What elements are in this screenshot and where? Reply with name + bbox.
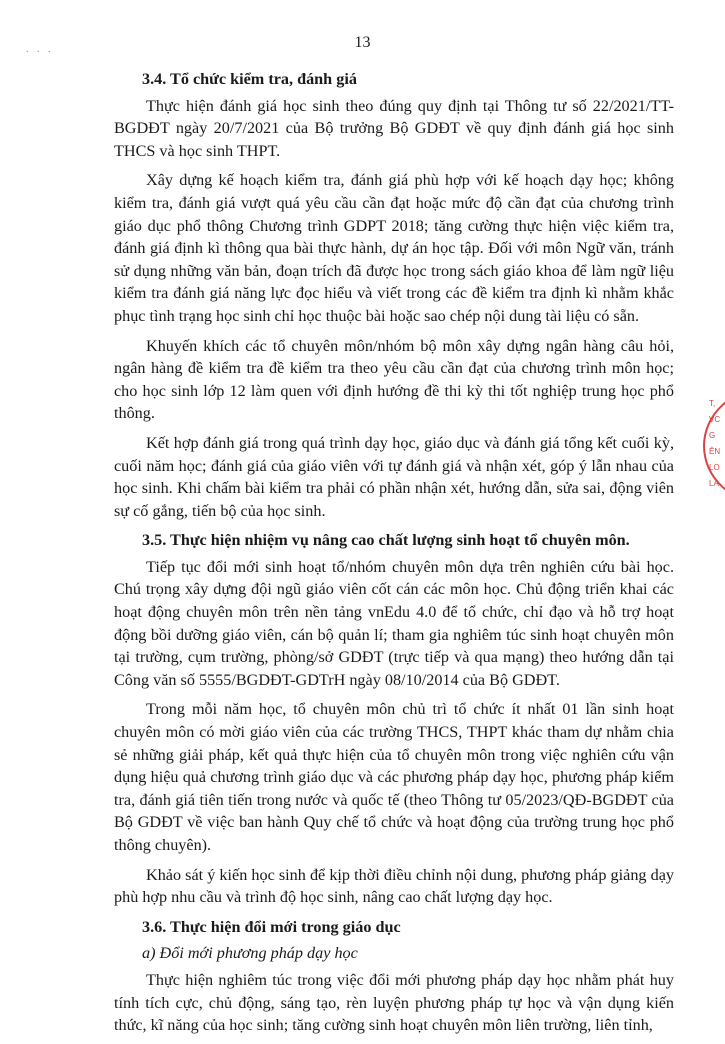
section-3-4 bbox=[114, 68, 674, 522]
section-heading: 3.5. Thực hiện nhiệm vụ nâng cao chất lượng sinh hoạt tổ chuyên môn. bbox=[142, 531, 630, 550]
corner-mark: . . . bbox=[26, 44, 54, 55]
paragraph: Tiếp tục đổi mới sinh hoạt tổ/nhóm chuyên môn dựa trên nghiên cứu bài học. Chú trọng xây dựng đội ngũ giáo viên cốt cán các môn học. Chủ động triển khai các hoạt động chuyên môn trên nền tảng vnEdu 4.0 để tổ chức, chỉ đạo và hỗ trợ hoạt động bồi dưỡng giáo viên, cán bộ quản lí; tham gia nghiêm túc sinh hoạt chuyên môn tại trường, cụm trường, phòng/sở GDĐT (trực tiếp và qua mạng) theo hướng dẫn tại Công văn số 5555/BGDĐT-GDTrH ngày 08/10/2014 của Bộ GDĐT. bbox=[114, 557, 674, 689]
document-body bbox=[114, 68, 674, 1044]
paragraph: Trong mỗi năm học, tổ chuyên môn chủ trì tổ chức ít nhất 01 lần sinh hoạt chuyên môn có mời giáo viên của các trường THCS, THPT khác tham dự nhằm chia sẻ những giải pháp, kết quả thực hiện của tổ chuyên môn trong việc nghiên cứu vận dụng hiệu quả chương trình giáo dục và các phương pháp dạy học, phương pháp kiểm tra, đánh giá tiên tiến trong nước và quốc tế (theo Thông tư 05/2023/QĐ-BGDĐT của Bộ GDĐT về việc ban hành Quy chế tổ chức và hoạt động của trường trung học phổ thông chuyên). bbox=[114, 700, 674, 854]
stamp-fragment: VC bbox=[709, 415, 721, 424]
stamp-fragment: LO bbox=[709, 463, 720, 472]
stamp-text bbox=[709, 396, 720, 492]
paragraph: Xây dựng kế hoạch kiểm tra, đánh giá phù hợp với kế hoạch dạy học; không kiểm tra, đánh giá vượt quá yêu cầu cần đạt hoặc mức độ cần đạt của chương trình giáo dục phổ thông Chương trình GDPT 2018; tăng cường thực hiện việc kiểm tra, đánh giá định kì thông qua bài thực hành, dự án học tập. Đối với môn Ngữ văn, tránh sử dụng những văn bản, đoạn trích đã được học trong sách giáo khoa để làm ngữ liệu kiểm tra đánh giá năng lực đọc hiểu và viết trong các đề kiểm tra định kì nhằm khắc phục tình trạng học sinh chỉ học thuộc bài hoặc sao chép nội dung tài liệu có sẵn. bbox=[114, 171, 674, 325]
paragraph: Thực hiện đánh giá học sinh theo đúng quy định tại Thông tư số 22/2021/TT-BGDĐT ngày 20/7/2021 của Bộ trưởng Bộ GDĐT về quy định đánh giá học sinh THCS và học sinh THPT. bbox=[114, 96, 674, 160]
stamp-fragment: G bbox=[709, 431, 716, 440]
page-number: 13 bbox=[354, 34, 371, 51]
paragraph: Khảo sát ý kiến học sinh để kịp thời điều chỉnh nội dung, phương pháp giảng dạy phù hợp nhu cầu và trình độ học sinh, nâng cao chất lượng dạy học. bbox=[114, 865, 674, 907]
subsection-heading: a) Đổi mới phương pháp dạy học bbox=[142, 944, 358, 963]
stamp-fragment: T, bbox=[709, 399, 716, 408]
stamp-fragment: LA bbox=[709, 479, 719, 488]
red-stamp-fragment bbox=[703, 388, 725, 500]
paragraph: Khuyến khích các tổ chuyên môn/nhóm bộ môn xây dựng ngân hàng câu hỏi, ngân hàng đề kiểm tra đề kiểm tra theo yêu cầu cần đạt của chương trình môn học; cho học sinh lớp 12 làm quen với định hướng đề thi kỳ thi tốt nghiệp trung học phổ thông. bbox=[114, 336, 674, 423]
section-3-5 bbox=[114, 529, 674, 909]
paragraph: Kết hợp đánh giá trong quá trình dạy học, giáo dục và đánh giá tổng kết cuối kỳ, cuối năm học; đánh giá của giáo viên với tự đánh giá và nhận xét, góp ý lẫn nhau của học sinh. Khi chấm bài kiểm tra phải có phần nhận xét, hướng dẫn, sửa sai, động viên sự cố gắng, tiến bộ của học sinh. bbox=[114, 433, 674, 520]
stamp-fragment: ÊN bbox=[709, 447, 721, 456]
section-heading: 3.6. Thực hiện đổi mới trong giáo dục bbox=[142, 917, 401, 936]
section-3-6 bbox=[114, 916, 674, 1037]
paragraph: Thực hiện nghiêm túc trong việc đổi mới phương pháp dạy học nhằm phát huy tính tích cực, chủ động, sáng tạo, rèn luyện phương pháp tự học và vận dụng kiến thức, kĩ năng của học sinh; tăng cường sinh hoạt chuyên môn liên trường, liên tỉnh, bbox=[114, 970, 674, 1035]
section-heading: 3.4. Tổ chức kiểm tra, đánh giá bbox=[142, 70, 357, 88]
